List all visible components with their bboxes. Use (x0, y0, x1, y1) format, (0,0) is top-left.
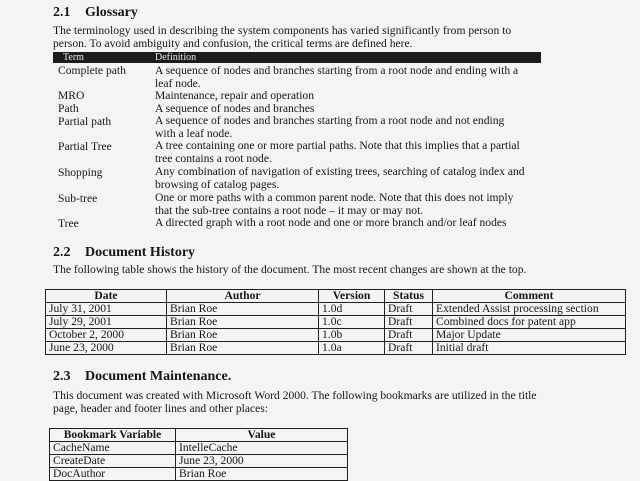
cell-value: IntelleCache (176, 442, 348, 455)
glossary-heading (53, 5, 138, 21)
cell-status: Draft (385, 329, 433, 342)
maintenance-heading (53, 369, 231, 385)
cell-bookmark-variable: DocAuthor (50, 468, 176, 481)
glossary-term: Path (58, 102, 79, 115)
glossary-definition (155, 89, 555, 102)
cell-version: 1.0c (319, 316, 385, 329)
glossary-definition (155, 191, 555, 217)
glossary-definition-line: A tree containing one or more partial paths. Note that this implies that a partial (155, 139, 520, 152)
glossary-definition (155, 64, 555, 90)
column-header-date: Date (46, 290, 167, 303)
table-row (50, 455, 348, 468)
glossary-term: Partial path (58, 115, 112, 128)
table-header-row (50, 429, 348, 442)
glossary-term: Tree (58, 217, 79, 230)
cell-date: July 29, 2001 (46, 316, 167, 329)
maintenance-intro-line-2: page, header and footer lines and other places: (53, 402, 269, 415)
glossary-intro-line-2: person. To avoid ambiguity and confusion, the critical terms are defined here. (53, 37, 413, 50)
cell-comment: Combined docs for patent app (433, 316, 626, 329)
glossary-section-number: 2.1 (53, 5, 71, 20)
history-title: Document History (85, 245, 196, 260)
cell-comment: Initial draft (433, 342, 626, 355)
cell-author: Brian Roe (167, 316, 319, 329)
maintenance-title: Document Maintenance. (85, 369, 232, 384)
glossary-definition-line: browsing of catalog pages. (155, 178, 280, 191)
glossary-definition-line: A sequence of nodes and branches starting from a root node and ending with a (155, 64, 519, 77)
glossary-definition (155, 139, 555, 165)
cell-date: June 23, 2000 (46, 342, 167, 355)
cell-author: Brian Roe (167, 342, 319, 355)
document-history-table (45, 289, 626, 355)
glossary-term: MRO (58, 89, 85, 102)
table-row (50, 468, 348, 481)
maintenance-intro-line-1: This document was created with Microsoft Word 2000. The following bookmarks are utilized in the title (53, 389, 537, 402)
column-header-version: Version (319, 290, 385, 303)
history-section-number: 2.2 (53, 245, 71, 260)
glossary-definition (155, 114, 555, 140)
table-row (46, 316, 626, 329)
column-header-comment: Comment (433, 290, 626, 303)
column-header-bookmark-variable: Bookmark Variable (50, 429, 176, 442)
glossary-definition-line: A sequence of nodes and branches starting from a root node and not ending (155, 114, 505, 127)
glossary-intro-line-1: The terminology used in describing the system components has varied significantly from person to (53, 24, 512, 37)
glossary-definition-line: tree contains a root node. (155, 152, 272, 165)
history-intro: The following table shows the history of the document. The most recent changes are shown at the top. (53, 263, 527, 276)
cell-comment: Extended Assist processing section (433, 303, 626, 316)
glossary-definition-line: with a leaf node. (155, 127, 233, 140)
cell-value: June 23, 2000 (176, 455, 348, 468)
glossary-definition-line: One or more paths with a common parent node. Note that this does not imply (155, 191, 514, 204)
table-row (46, 329, 626, 342)
column-header-value: Value (176, 429, 348, 442)
glossary-definition (155, 165, 555, 191)
cell-status: Draft (385, 303, 433, 316)
glossary-table-header (53, 52, 541, 63)
cell-value: Brian Roe (176, 468, 348, 481)
table-row (50, 442, 348, 455)
cell-bookmark-variable: CreateDate (50, 455, 176, 468)
glossary-term: Complete path (58, 64, 126, 77)
table-row (46, 303, 626, 316)
glossary-term: Sub-tree (58, 192, 98, 205)
glossary-term: Shopping (58, 166, 103, 179)
cell-author: Brian Roe (167, 303, 319, 316)
glossary-definition-line: Any combination of navigation of existing trees, searching of catalog index and (155, 165, 525, 178)
glossary-term: Partial Tree (58, 140, 112, 153)
table-header-row (46, 290, 626, 303)
bookmark-table (49, 428, 348, 481)
history-heading (53, 245, 195, 261)
glossary-definition (155, 216, 555, 229)
glossary-definition-line: Maintenance, repair and operation (155, 89, 315, 102)
cell-version: 1.0d (319, 303, 385, 316)
table-row (46, 342, 626, 355)
cell-bookmark-variable: CacheName (50, 442, 176, 455)
glossary-definition-line: leaf node. (155, 77, 201, 90)
maintenance-section-number: 2.3 (53, 369, 71, 384)
glossary-term-column-header: Term (63, 52, 84, 63)
cell-author: Brian Roe (167, 329, 319, 342)
cell-status: Draft (385, 342, 433, 355)
cell-version: 1.0b (319, 329, 385, 342)
column-header-author: Author (167, 290, 319, 303)
glossary-definition-line: A sequence of nodes and branches (155, 102, 315, 115)
cell-status: Draft (385, 316, 433, 329)
glossary-definition-line: that the sub-tree contains a root node – it may or may not. (155, 204, 424, 217)
glossary-definition-column-header: Definition (155, 52, 197, 63)
cell-comment: Major Update (433, 329, 626, 342)
column-header-status: Status (385, 290, 433, 303)
cell-date: July 31, 2001 (46, 303, 167, 316)
glossary-title: Glossary (85, 5, 138, 20)
cell-date: October 2, 2000 (46, 329, 167, 342)
cell-version: 1.0a (319, 342, 385, 355)
glossary-definition-line: A directed graph with a root node and one or more branch and/or leaf nodes (155, 216, 507, 229)
